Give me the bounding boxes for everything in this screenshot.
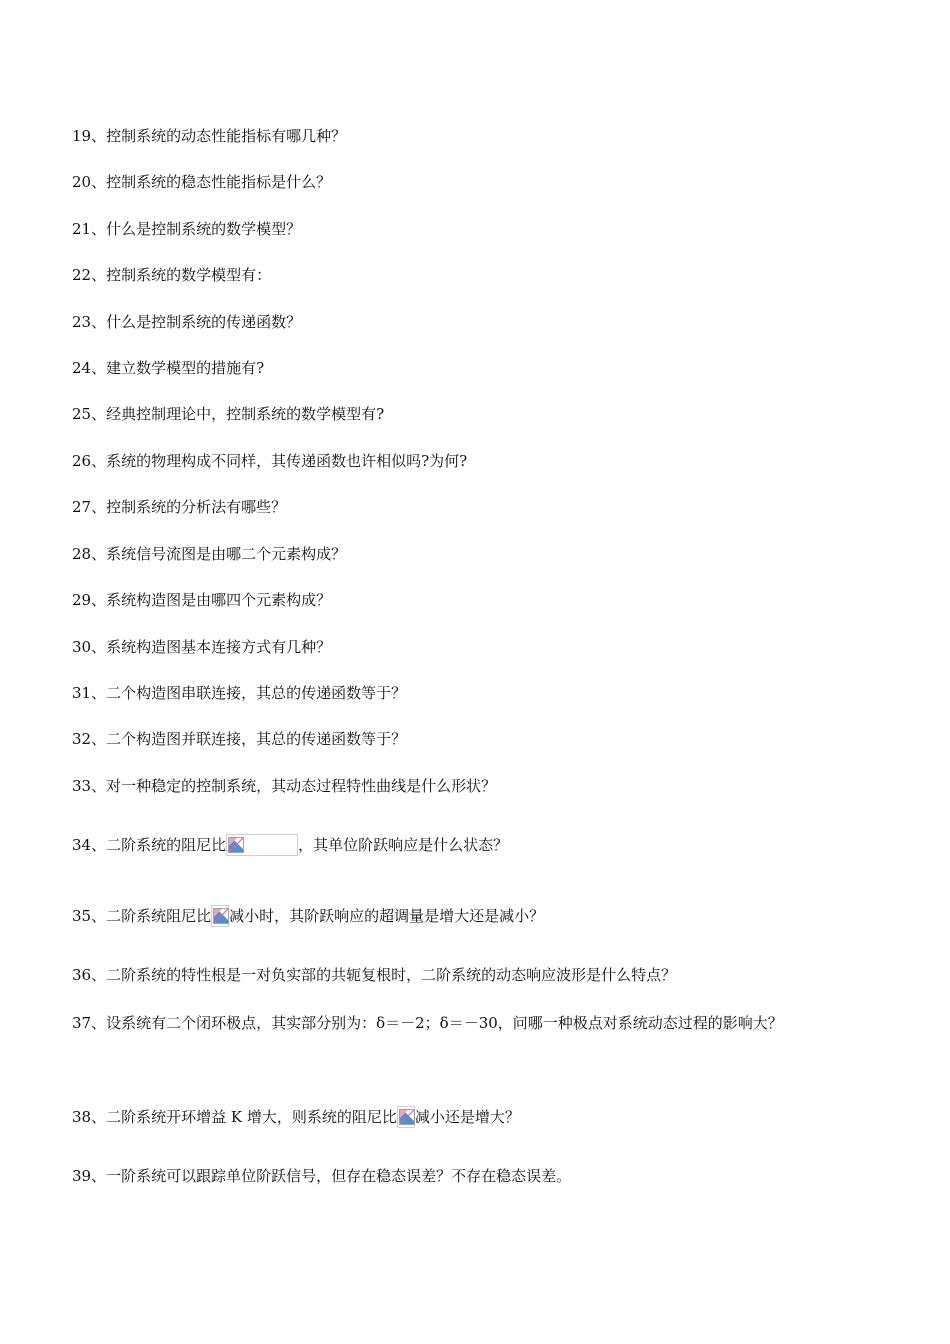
question-21: 21、什么是控制系统的数学模型？ — [72, 220, 302, 238]
question-24: 24、建立数学模型的措施有? — [72, 359, 265, 377]
question-35 — [72, 905, 544, 927]
question-37: 37、设系统有二个闭环极点，其实部分别为：δ＝－2；δ＝－30，问哪一种极点对系统动态过程的影响大？ — [72, 1014, 783, 1032]
question-34-text-after: ，其单位阶跃响应是什么状态？ — [298, 836, 509, 854]
question-25: 25、经典控制理论中，控制系统的数学模型有? — [72, 405, 385, 423]
question-27: 27、控制系统的分析法有哪些？ — [72, 498, 287, 516]
question-34-text-before: 34、二阶系统的阻尼比 — [72, 836, 227, 854]
question-35-text-before: 35、二阶系统阻尼比 — [72, 907, 212, 925]
question-39: 39、一阶系统可以跟踪单位阶跃信号，但存在稳态误差？不存在稳态误差。 — [72, 1167, 572, 1185]
question-19: 19、控制系统的动态性能指标有哪几种？ — [72, 127, 347, 145]
question-38 — [72, 1106, 520, 1128]
question-26: 26、系统的物理构成不同样，其传递函数也许相似吗?为何? — [72, 452, 468, 470]
question-32: 32、二个构造图并联连接，其总的传递函数等于？ — [72, 730, 407, 748]
question-31: 31、二个构造图串联连接，其总的传递函数等于？ — [72, 684, 407, 702]
question-20: 20、控制系统的稳态性能指标是什么？ — [72, 173, 332, 191]
question-38-text-before: 38、二阶系统开环增益 K 增大，则系统的阻尼比 — [72, 1108, 397, 1126]
broken-image-icon — [397, 1106, 415, 1128]
question-22: 22、控制系统的数学模型有： — [72, 266, 272, 284]
question-33: 33、对一种稳定的控制系统，其动态过程特性曲线是什么形状？ — [72, 777, 497, 795]
question-38-text-after: 减小还是增大？ — [414, 1108, 520, 1126]
question-30: 30、系统构造图基本连接方式有几种？ — [72, 638, 332, 656]
question-36: 36、二阶系统的特性根是一对负实部的共轭复根时，二阶系统的动态响应波形是什么特点？ — [72, 966, 677, 984]
question-35-text-after: 减小时，其阶跃响应的超调量是增大还是减小？ — [229, 907, 545, 925]
question-34 — [72, 834, 508, 856]
question-23: 23、什么是控制系统的传递函数？ — [72, 313, 302, 331]
broken-image-icon — [211, 905, 229, 927]
broken-image-icon — [226, 834, 298, 856]
question-28: 28、系统信号流图是由哪二个元素构成？ — [72, 545, 347, 563]
question-29: 29、系统构造图是由哪四个元素构成？ — [72, 591, 332, 609]
